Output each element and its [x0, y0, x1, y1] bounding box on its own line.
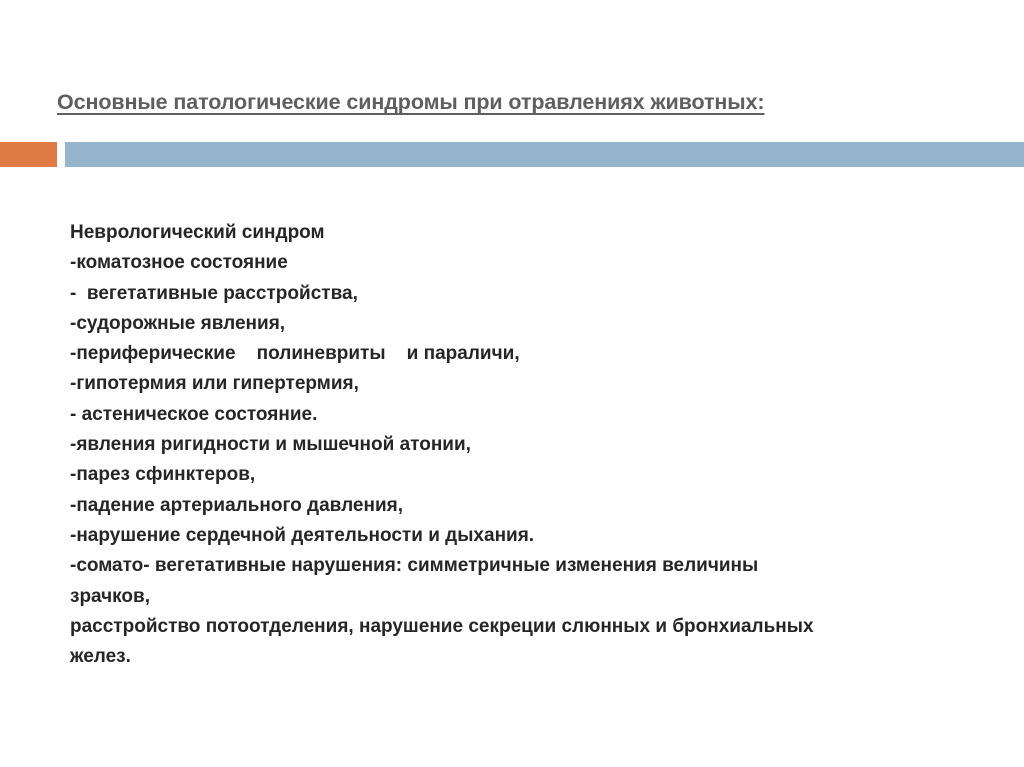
list-item: -нарушение сердечной деятельности и дыхания.	[70, 524, 535, 546]
list-item: -парез сфинктеров,	[70, 464, 256, 486]
list-item-continuation: расстройство потоотделения, нарушение секреции слюнных и бронхиальных	[70, 615, 814, 637]
list-item: -падение артериального давления,	[70, 494, 403, 516]
syndrome-list	[70, 218, 970, 672]
accent-bar-blue	[65, 142, 1024, 167]
list-item: -судорожные явления,	[70, 312, 286, 334]
list-item: -гипотермия или гипертермия,	[70, 373, 359, 395]
list-item: - вегетативные расстройства,	[70, 282, 358, 304]
slide-title: Основные патологические синдромы при отравлениях животных:	[57, 90, 765, 114]
list-item: -периферические полиневриты и параличи,	[70, 343, 520, 365]
list-heading: Неврологический синдром	[70, 222, 325, 243]
list-item: -коматозное состояние	[70, 252, 288, 274]
list-item-continuation: желез.	[70, 646, 131, 668]
list-item-continuation: зрачков,	[70, 585, 150, 607]
list-item: -явления ригидности и мышечной атонии,	[70, 434, 471, 456]
list-item: - астеническое состояние.	[70, 403, 318, 425]
list-item: -сомато- вегетативные нарушения: симметричные изменения величины	[70, 555, 759, 577]
accent-bar-orange	[0, 142, 57, 167]
